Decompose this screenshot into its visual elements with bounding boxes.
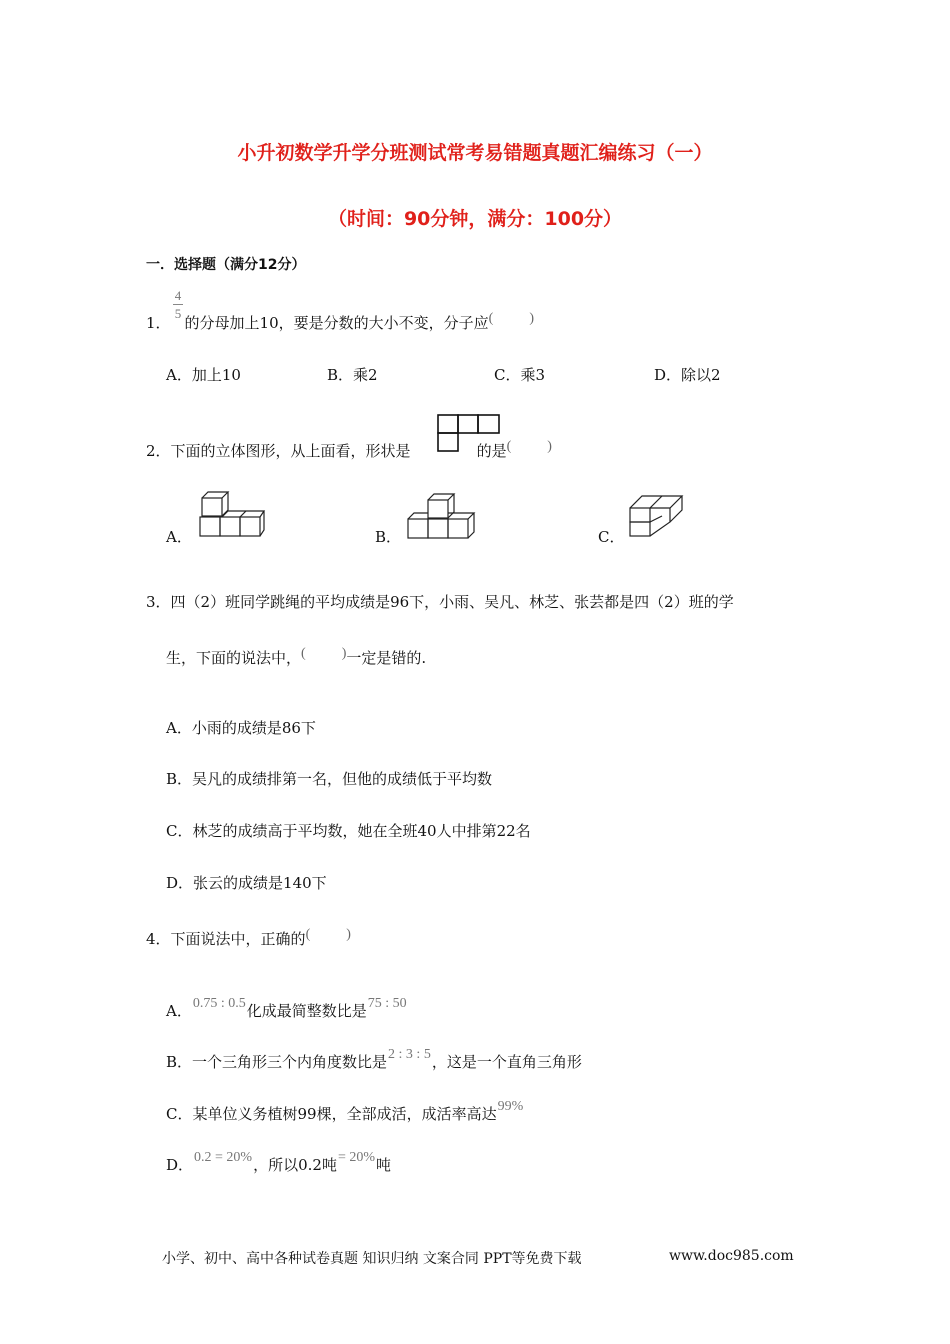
answer-blank: ( ) xyxy=(301,646,347,661)
question-text: 四（2）班同学跳绳的平均成绩是96下，小雨、吴凡、林芝、张芸都是四（2）班的学 xyxy=(170,593,734,611)
question-3-line2: 生，下面的说法中，( )一定是错的. xyxy=(166,646,427,667)
math-expression: 0.2 = 20% xyxy=(194,1150,253,1165)
section-heading: 一．选择题（满分12分） xyxy=(146,257,306,273)
question-number: 1． xyxy=(146,314,171,332)
option-b: B．吴凡的成绩排第一名，但他的成绩低于平均数 xyxy=(166,770,493,788)
question-number: 2． xyxy=(146,442,171,460)
question-3 xyxy=(146,591,734,612)
cube-figure-a xyxy=(199,490,265,538)
math-expression: 75 : 50 xyxy=(367,996,407,1011)
option-d: D．0.2 = 20%，所以0.2吨= 20%吨 xyxy=(166,1150,392,1174)
cube-figure-c xyxy=(628,494,688,540)
question-text: 下面说法中，正确的 xyxy=(170,930,306,948)
option-c: C． xyxy=(598,528,625,546)
answer-blank: ( ) xyxy=(305,927,351,942)
page-subtitle: （时间：90分钟，满分：100分） xyxy=(327,208,623,230)
fraction-numerator: 4 xyxy=(174,288,182,303)
fraction-bar xyxy=(173,304,183,305)
footer-text: 小学、初中、高中各种试卷真题 知识归纳 文案合同 PPT等免费下载 xyxy=(162,1251,582,1267)
option-a: A．加上10 xyxy=(166,366,241,384)
option-a: A．小雨的成绩是86下 xyxy=(166,719,316,737)
top-view-shape xyxy=(437,414,503,452)
math-expression: = 20% xyxy=(337,1150,376,1165)
question-number: 4． xyxy=(146,930,171,948)
answer-blank: ( ) xyxy=(488,311,534,326)
math-expression: 99% xyxy=(497,1099,524,1114)
footer-link[interactable]: www.doc985.com xyxy=(669,1248,794,1264)
option-c: C．乘3 xyxy=(494,366,546,384)
fraction-denominator: 5 xyxy=(174,306,182,321)
question-text: 的是 xyxy=(476,442,507,460)
question-1 xyxy=(146,312,534,333)
question-number: 3． xyxy=(146,593,171,611)
math-expression: 2 : 3 : 5 xyxy=(388,1047,431,1062)
option-c: C．林芝的成绩高于平均数，她在全班40人中排第22名 xyxy=(166,822,531,840)
option-c: C．某单位义务植树99棵，全部成活，成活率高达99% xyxy=(166,1099,524,1123)
question-text: 下面的立体图形，从上面看，形状是 xyxy=(170,442,411,460)
option-b: B．一个三角形三个内角度数比是2 : 3 : 5，这是一个直角三角形 xyxy=(166,1047,582,1071)
cube-figure-b xyxy=(406,492,476,540)
option-d: D．除以2 xyxy=(654,366,721,384)
option-b: B． xyxy=(375,528,402,546)
page-title: 小升初数学升学分班测试常考易错题真题汇编练习（一） xyxy=(237,142,713,164)
math-expression: 0.75 : 0.5 xyxy=(192,996,246,1011)
option-d: D．张云的成绩是140下 xyxy=(166,874,327,892)
option-a: A． xyxy=(166,528,192,546)
answer-blank: ( ) xyxy=(506,439,552,454)
question-4 xyxy=(146,928,351,949)
option-b: B．乘2 xyxy=(327,366,378,384)
question-text: 的分母加上10，要是分数的大小不变，分子应 xyxy=(184,314,489,332)
option-a: A．0.75 : 0.5化成最简整数比是75 : 50 xyxy=(166,996,407,1020)
